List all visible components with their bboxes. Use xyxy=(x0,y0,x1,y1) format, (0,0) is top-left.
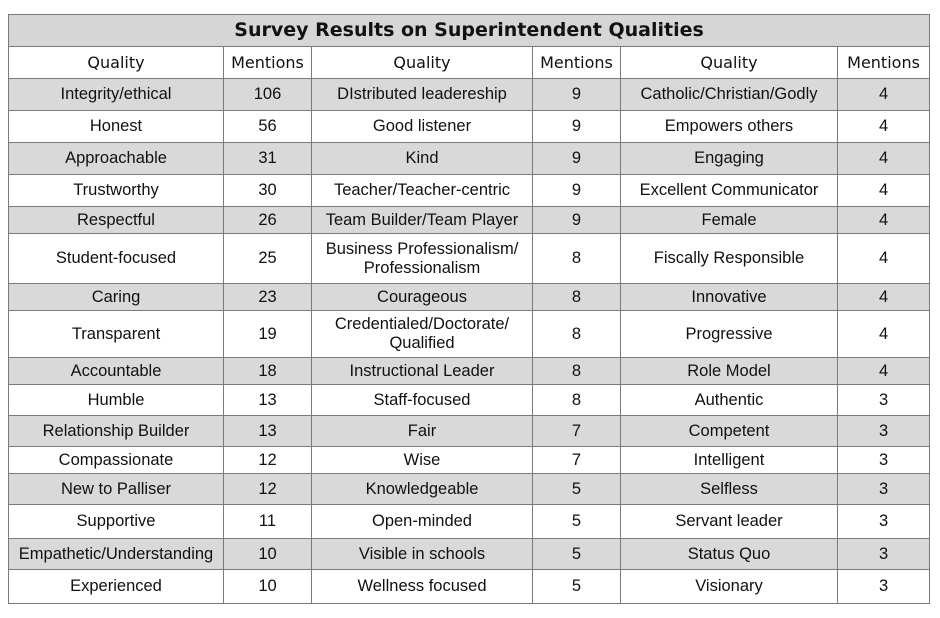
title-row xyxy=(9,15,930,47)
mentions-cell: 18 xyxy=(224,358,312,385)
mentions-cell: 4 xyxy=(838,175,930,207)
quality-cell: Engaging xyxy=(621,143,838,175)
quality-cell: Accountable xyxy=(9,358,224,385)
quality-cell: Fiscally Responsible xyxy=(621,234,838,284)
table-row xyxy=(9,284,930,311)
quality-cell: Caring xyxy=(9,284,224,311)
quality-cell: Instructional Leader xyxy=(312,358,533,385)
quality-cell: Compassionate xyxy=(9,447,224,474)
quality-cell: Visible in schools xyxy=(312,539,533,570)
table-row xyxy=(9,143,930,175)
mentions-cell: 8 xyxy=(533,358,621,385)
quality-cell: Open-minded xyxy=(312,505,533,539)
mentions-cell: 3 xyxy=(838,505,930,539)
quality-cell: New to Palliser xyxy=(9,474,224,505)
quality-cell: Approachable xyxy=(9,143,224,175)
mentions-cell: 4 xyxy=(838,79,930,111)
table-row xyxy=(9,111,930,143)
table-row xyxy=(9,474,930,505)
column-header: Mentions xyxy=(224,47,312,79)
quality-cell: Integrity/ethical xyxy=(9,79,224,111)
quality-cell: Intelligent xyxy=(621,447,838,474)
mentions-cell: 5 xyxy=(533,474,621,505)
mentions-cell: 13 xyxy=(224,385,312,416)
mentions-cell: 3 xyxy=(838,447,930,474)
table-body xyxy=(9,79,930,604)
table-row xyxy=(9,385,930,416)
quality-cell: Team Builder/Team Player xyxy=(312,207,533,234)
quality-cell: Progressive xyxy=(621,311,838,358)
quality-cell: Empowers others xyxy=(621,111,838,143)
quality-cell: Supportive xyxy=(9,505,224,539)
quality-cell: Competent xyxy=(621,416,838,447)
table-row xyxy=(9,539,930,570)
quality-cell: DIstributed leadereship xyxy=(312,79,533,111)
table-row xyxy=(9,447,930,474)
mentions-cell: 25 xyxy=(224,234,312,284)
quality-cell: Servant leader xyxy=(621,505,838,539)
quality-cell: Wellness focused xyxy=(312,570,533,604)
quality-cell: Courageous xyxy=(312,284,533,311)
mentions-cell: 9 xyxy=(533,143,621,175)
table-row xyxy=(9,570,930,604)
mentions-cell: 23 xyxy=(224,284,312,311)
quality-cell: Experienced xyxy=(9,570,224,604)
quality-cell: Authentic xyxy=(621,385,838,416)
mentions-cell: 11 xyxy=(224,505,312,539)
mentions-cell: 3 xyxy=(838,570,930,604)
column-header: Quality xyxy=(312,47,533,79)
table-row xyxy=(9,311,930,358)
quality-cell: Transparent xyxy=(9,311,224,358)
quality-cell: Status Quo xyxy=(621,539,838,570)
mentions-cell: 31 xyxy=(224,143,312,175)
quality-cell: Empathetic/Understanding xyxy=(9,539,224,570)
quality-cell: Fair xyxy=(312,416,533,447)
quality-cell: Relationship Builder xyxy=(9,416,224,447)
mentions-cell: 10 xyxy=(224,539,312,570)
quality-cell: Knowledgeable xyxy=(312,474,533,505)
mentions-cell: 13 xyxy=(224,416,312,447)
mentions-cell: 19 xyxy=(224,311,312,358)
mentions-cell: 12 xyxy=(224,447,312,474)
mentions-cell: 3 xyxy=(838,416,930,447)
mentions-cell: 5 xyxy=(533,539,621,570)
mentions-cell: 8 xyxy=(533,234,621,284)
quality-cell: Good listener xyxy=(312,111,533,143)
mentions-cell: 56 xyxy=(224,111,312,143)
mentions-cell: 3 xyxy=(838,385,930,416)
quality-cell: Staff-focused xyxy=(312,385,533,416)
table-row xyxy=(9,234,930,284)
quality-cell: Credentialed/Doctorate/ Qualified xyxy=(312,311,533,358)
survey-table xyxy=(8,14,930,604)
mentions-cell: 7 xyxy=(533,447,621,474)
mentions-cell: 8 xyxy=(533,311,621,358)
column-header: Mentions xyxy=(838,47,930,79)
mentions-cell: 12 xyxy=(224,474,312,505)
quality-cell: Kind xyxy=(312,143,533,175)
quality-cell: Excellent Communicator xyxy=(621,175,838,207)
quality-cell: Role Model xyxy=(621,358,838,385)
mentions-cell: 8 xyxy=(533,284,621,311)
mentions-cell: 9 xyxy=(533,79,621,111)
mentions-cell: 4 xyxy=(838,111,930,143)
mentions-cell: 7 xyxy=(533,416,621,447)
quality-cell: Business Professionalism/ Professionalism xyxy=(312,234,533,284)
quality-cell: Trustworthy xyxy=(9,175,224,207)
quality-cell: Humble xyxy=(9,385,224,416)
quality-cell: Teacher/Teacher-centric xyxy=(312,175,533,207)
mentions-cell: 4 xyxy=(838,311,930,358)
table-row xyxy=(9,175,930,207)
quality-cell: Student-focused xyxy=(9,234,224,284)
mentions-cell: 8 xyxy=(533,385,621,416)
mentions-cell: 3 xyxy=(838,539,930,570)
table-row xyxy=(9,79,930,111)
quality-cell: Innovative xyxy=(621,284,838,311)
quality-cell: Selfless xyxy=(621,474,838,505)
quality-cell: Honest xyxy=(9,111,224,143)
mentions-cell: 4 xyxy=(838,358,930,385)
table-row xyxy=(9,207,930,234)
mentions-cell: 106 xyxy=(224,79,312,111)
mentions-cell: 3 xyxy=(838,474,930,505)
table-row xyxy=(9,416,930,447)
column-header: Mentions xyxy=(533,47,621,79)
table-row xyxy=(9,358,930,385)
mentions-cell: 4 xyxy=(838,143,930,175)
quality-cell: Female xyxy=(621,207,838,234)
quality-cell: Catholic/Christian/Godly xyxy=(621,79,838,111)
mentions-cell: 5 xyxy=(533,505,621,539)
mentions-cell: 5 xyxy=(533,570,621,604)
mentions-cell: 30 xyxy=(224,175,312,207)
mentions-cell: 26 xyxy=(224,207,312,234)
table-row xyxy=(9,505,930,539)
quality-cell: Visionary xyxy=(621,570,838,604)
mentions-cell: 9 xyxy=(533,175,621,207)
quality-cell: Wise xyxy=(312,447,533,474)
mentions-cell: 10 xyxy=(224,570,312,604)
mentions-cell: 4 xyxy=(838,234,930,284)
mentions-cell: 9 xyxy=(533,207,621,234)
quality-cell: Respectful xyxy=(9,207,224,234)
header-row xyxy=(9,47,930,79)
column-header: Quality xyxy=(9,47,224,79)
mentions-cell: 4 xyxy=(838,284,930,311)
column-header: Quality xyxy=(621,47,838,79)
mentions-cell: 9 xyxy=(533,111,621,143)
table-title: Survey Results on Superintendent Qualities xyxy=(9,15,930,47)
mentions-cell: 4 xyxy=(838,207,930,234)
